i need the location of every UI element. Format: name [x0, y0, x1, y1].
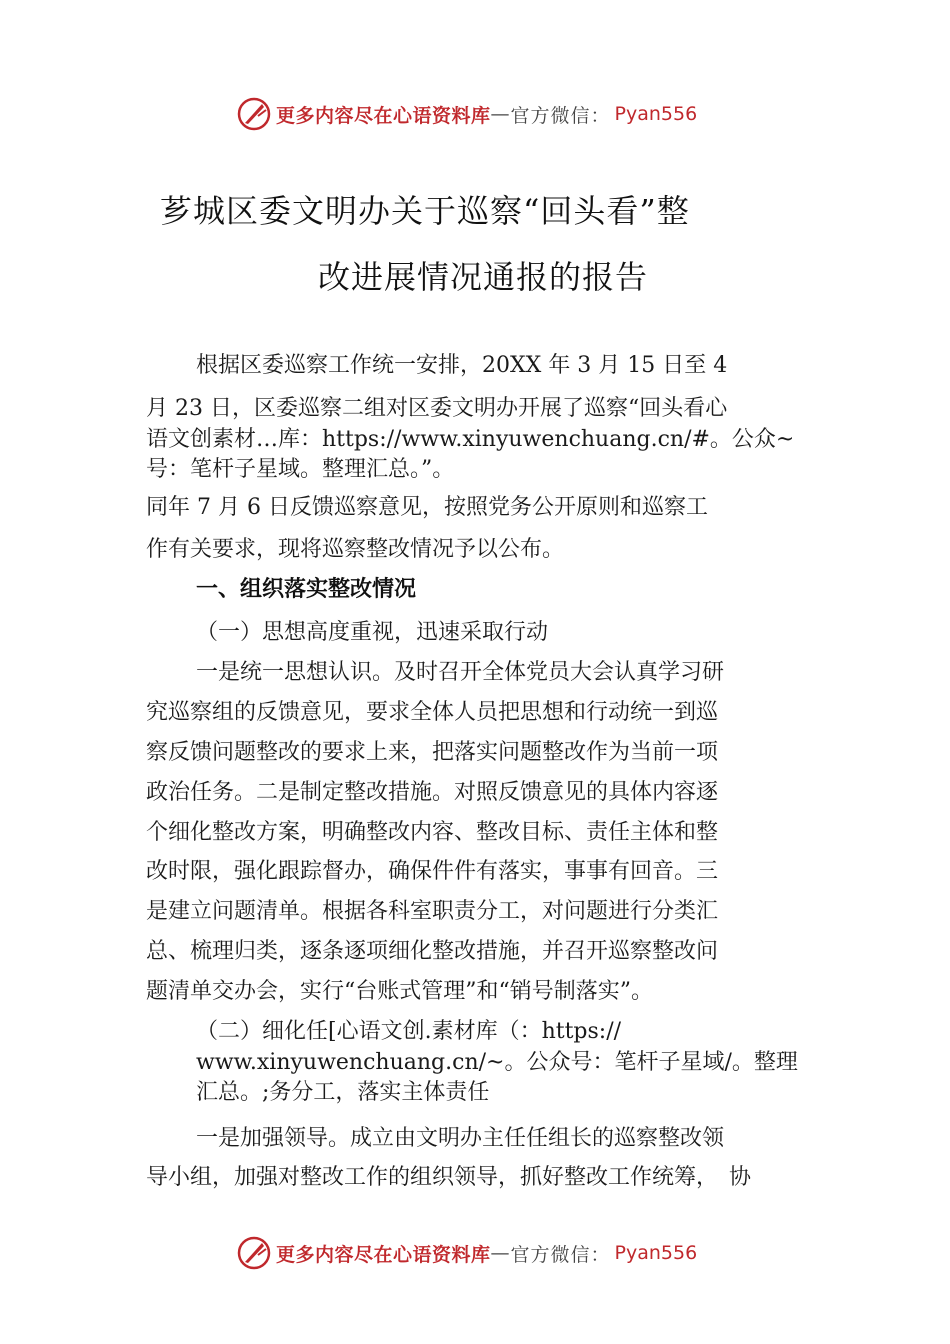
subsection-heading: （二）细化任[心语文创.素材库（：https://: [196, 1019, 622, 1044]
paragraph-line: 作有关要求，现将巡察整改情况予以公布。: [146, 537, 565, 562]
paragraph-line: 个细化整改方案，明确整改内容、整改目标、责任主体和整: [146, 820, 719, 845]
banner-wechat-id: Pyan556: [614, 1242, 698, 1264]
paragraph-line: 改时限，强化跟踪督办，确保件件有落实，事事有回音。三: [146, 859, 719, 884]
banner-wechat-label: 官方微信：: [510, 1243, 611, 1266]
subsection-heading: （一）思想高度重视，迅速采取行动: [196, 620, 549, 645]
paragraph-line: 究巡察组的反馈意见，要求全体人员把思想和行动统一到巡: [146, 700, 719, 725]
banner-dash: —: [490, 1242, 511, 1264]
paragraph-line: 总、梳理归类，逐条逐项细化整改措施，并召开巡察整改问: [146, 939, 719, 964]
subsection-heading: www.xinyuwenchuang.cn/~。公众号：笔杆子星域/。整理: [196, 1050, 798, 1075]
banner-wechat-id: Pyan556: [614, 103, 698, 125]
paragraph-line: 同年 7 月 6 日反馈巡察意见，按照党务公开原则和巡察工: [146, 495, 708, 520]
paragraph-line: 导小组，加强对整改工作的组织领导，抓好整改工作统筹， 协: [146, 1165, 752, 1190]
section-heading: 一、组织落实整改情况: [196, 577, 417, 602]
footer-banner: [236, 1233, 756, 1273]
banner-wechat-label: 官方微信：: [510, 104, 611, 127]
document-title-line-2: 改进展情况通报的报告: [318, 258, 649, 296]
quill-logo-icon: [236, 96, 272, 132]
paragraph-line: 察反馈问题整改的要求上来，把落实问题整改作为当前一项: [146, 740, 719, 765]
paragraph-line: 题清单交办会，实行“台账式管理”和“销号制落实”。: [146, 979, 653, 1004]
banner-dash: —: [490, 103, 511, 125]
paragraph-line: 政治任务。二是制定整改措施。对照反馈意见的具体内容逐: [146, 780, 719, 805]
paragraph-line: 号：笔杆子星域。整理汇总。”。: [146, 457, 455, 482]
paragraph-line: 是建立问题清单。根据各科室职责分工，对问题进行分类汇: [146, 899, 719, 924]
quill-logo-icon: [236, 1235, 272, 1271]
header-banner: [236, 94, 756, 134]
banner-brand: 更多内容尽在心语资料库: [276, 104, 491, 127]
banner-brand: 更多内容尽在心语资料库: [276, 1243, 491, 1266]
document-title-line-1: 芗城区委文明办关于巡察“回头看”整: [160, 192, 690, 230]
subsection-heading: 汇总。;务分工，落实主体责任: [196, 1080, 490, 1105]
paragraph-line: 月 23 日，区委巡察二组对区委文明办开展了巡察“回头看心: [146, 396, 728, 421]
paragraph-line: 一是统一思想认识。及时召开全体党员大会认真学习研: [196, 660, 725, 685]
paragraph-line: 语文创素材…库：https://www.xinyuwenchuang.cn/#。公众~: [146, 427, 795, 452]
paragraph-line: 根据区委巡察工作统一安排，20XX 年 3 月 15 日至 4: [196, 353, 728, 378]
paragraph-line: 一是加强领导。成立由文明办主任任组长的巡察整改领: [196, 1126, 725, 1151]
